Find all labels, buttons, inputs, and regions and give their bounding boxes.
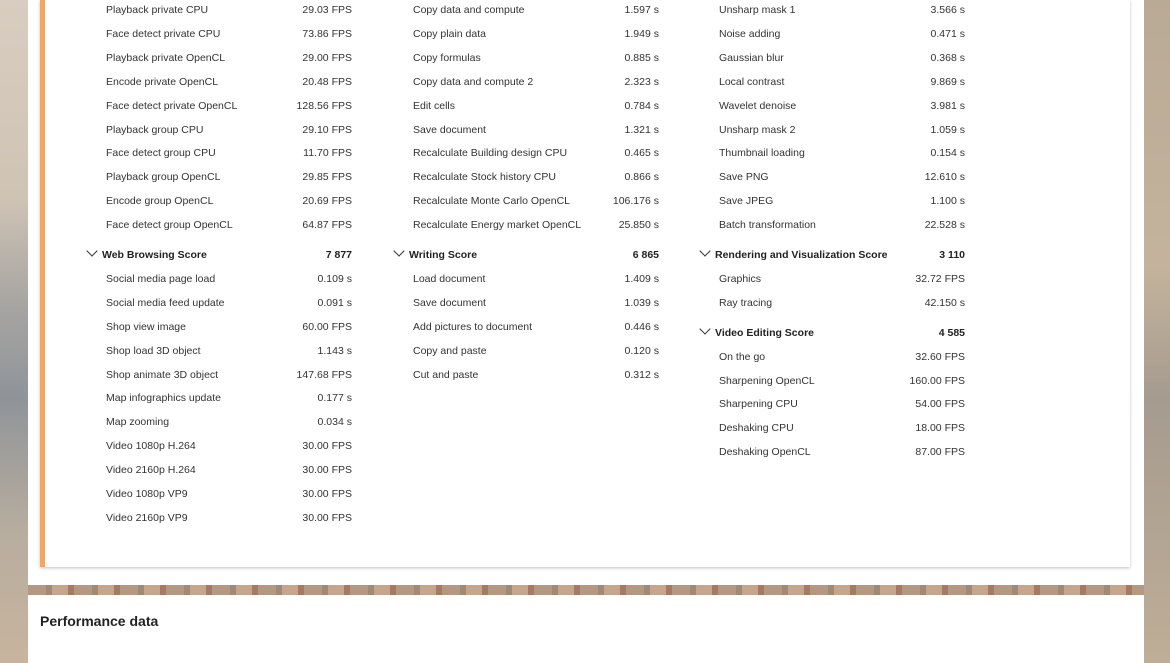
score-row: [409, 316, 659, 340]
metric-label: Playback private CPU: [106, 4, 209, 16]
metric-label: Copy and paste: [413, 344, 487, 357]
metric-label: Thumbnail loading: [719, 147, 805, 160]
metric-label: Face detect private CPU: [106, 27, 221, 40]
metric-label: Unsharp mask 1: [719, 4, 796, 16]
metric-label: Wavelet denoise: [719, 99, 797, 112]
metric-value: 9.869 s: [930, 75, 965, 88]
score-row: [715, 214, 965, 238]
metric-label: Ray tracing: [719, 296, 773, 309]
score-row: [715, 370, 965, 394]
metric-value: 1.949 s: [624, 27, 659, 40]
metric-label: Deshaking CPU: [719, 422, 794, 435]
section-score: 4 585: [938, 326, 965, 339]
score-row: [102, 364, 352, 388]
section-header[interactable]: [715, 244, 965, 268]
metric-label: Graphics: [719, 272, 762, 285]
score-row: [715, 346, 965, 370]
section-title: Writing Score: [409, 249, 478, 261]
score-row: [409, 340, 659, 364]
metric-value: 1.100 s: [930, 195, 965, 208]
score-row: [102, 214, 352, 238]
metric-label: Encode group OpenCL: [106, 195, 214, 208]
section-header[interactable]: [102, 244, 352, 268]
metric-label: Recalculate Stock history CPU: [413, 171, 556, 184]
section-header[interactable]: [715, 322, 965, 346]
score-row: [102, 507, 352, 531]
metric-label: Save JPEG: [719, 195, 774, 208]
score-row: [409, 142, 659, 166]
metric-value: 0.368 s: [930, 51, 965, 64]
metric-value: 12.610 s: [924, 171, 965, 184]
score-row: [715, 190, 965, 214]
score-row: [102, 166, 352, 190]
metric-label: Playback group OpenCL: [106, 171, 221, 184]
score-row: [102, 95, 352, 119]
metric-value: 22.528 s: [924, 219, 965, 232]
metric-value: 11.70 FPS: [303, 147, 352, 160]
score-row: [715, 441, 965, 465]
metric-label: Playback private OpenCL: [106, 51, 226, 64]
metric-label: Social media feed update: [106, 296, 225, 309]
score-row: [409, 0, 659, 23]
metric-label: Save document: [413, 123, 486, 136]
metric-value: 1.143 s: [317, 344, 352, 357]
metric-label: Shop load 3D object: [106, 344, 201, 357]
metric-value: 147.68 FPS: [296, 368, 352, 381]
metric-value: 64.87 FPS: [302, 219, 352, 232]
score-row: [409, 364, 659, 388]
score-row: [409, 95, 659, 119]
score-row: [715, 166, 965, 190]
score-row: [409, 71, 659, 95]
score-row: [102, 23, 352, 47]
chevron-down-icon[interactable]: [393, 245, 404, 256]
metric-value: 0.471 s: [930, 27, 965, 40]
metric-label: Noise adding: [719, 27, 781, 40]
metric-label: Local contrast: [719, 75, 785, 88]
score-row: [102, 483, 352, 507]
score-row: [102, 119, 352, 143]
metric-value: 0.866 s: [624, 171, 659, 184]
metric-label: Map infographics update: [106, 392, 221, 405]
metric-value: 30.00 FPS: [302, 488, 352, 500]
metric-value: 54.00 FPS: [915, 398, 965, 411]
section-title: Web Browsing Score: [102, 249, 207, 261]
metric-label: Video 2160p VP9: [106, 511, 188, 524]
background-right-strip: [1144, 0, 1170, 663]
score-row: [409, 268, 659, 292]
metric-value: 20.69 FPS: [302, 195, 352, 208]
metric-value: 0.885 s: [624, 51, 659, 64]
score-row: [715, 142, 965, 166]
metric-label: Copy data and compute: [413, 4, 525, 16]
metric-label: Map zooming: [106, 416, 170, 429]
performance-data-section: [28, 595, 1144, 663]
metric-value: 1.597 s: [624, 4, 659, 16]
metric-label: Batch transformation: [719, 219, 816, 232]
metric-value: 0.091 s: [317, 296, 352, 309]
score-row: [102, 47, 352, 71]
metric-value: 0.446 s: [624, 320, 659, 333]
metric-value: 30.00 FPS: [302, 464, 352, 477]
score-row: [409, 214, 659, 238]
metric-label: Video 2160p H.264: [106, 464, 196, 477]
section-score: 6 865: [632, 249, 659, 261]
metric-value: 128.56 FPS: [296, 99, 352, 112]
metric-label: Social media page load: [106, 272, 216, 285]
performance-data-title: Performance data: [40, 613, 159, 629]
metric-value: 0.120 s: [624, 344, 659, 357]
metric-value: 29.00 FPS: [302, 51, 352, 64]
metric-label: Sharpening CPU: [719, 398, 798, 411]
score-row: [715, 0, 965, 23]
metric-value: 0.784 s: [624, 99, 659, 112]
metric-value: 29.85 FPS: [302, 171, 352, 184]
results-card: [28, 0, 1144, 585]
chevron-down-icon[interactable]: [699, 245, 710, 256]
metric-value: 3.566 s: [930, 4, 965, 16]
metric-label: Cut and paste: [413, 368, 479, 381]
metric-label: Face detect group OpenCL: [106, 219, 233, 232]
metric-label: Load document: [413, 272, 486, 285]
section-title: Rendering and Visualization Score: [715, 249, 888, 261]
score-row: [102, 459, 352, 483]
score-row: [102, 435, 352, 459]
metric-label: Copy plain data: [413, 27, 486, 40]
score-row: [102, 411, 352, 435]
metric-value: 0.312 s: [624, 368, 659, 381]
score-row: [102, 268, 352, 292]
metric-label: Copy data and compute 2: [413, 75, 534, 88]
chevron-down-icon[interactable]: [86, 245, 97, 256]
metric-label: Playback group CPU: [106, 123, 204, 136]
metric-value: 42.150 s: [924, 296, 965, 309]
metric-value: 1.059 s: [930, 123, 965, 136]
metric-label: Video 1080p VP9: [106, 488, 188, 500]
metric-label: Recalculate Energy market OpenCL: [413, 219, 582, 232]
metric-value: 29.03 FPS: [302, 4, 352, 16]
metric-value: 3.981 s: [930, 99, 965, 112]
score-row: [715, 393, 965, 417]
score-row: [715, 71, 965, 95]
metric-value: 25.850 s: [618, 219, 659, 232]
score-row: [715, 417, 965, 441]
metric-label: Video 1080p H.264: [106, 440, 196, 453]
score-row: [409, 190, 659, 214]
metric-label: Sharpening OpenCL: [719, 374, 815, 387]
score-row: [715, 47, 965, 71]
score-row: [715, 119, 965, 143]
section-title: Video Editing Score: [715, 326, 814, 339]
score-row: [102, 142, 352, 166]
metric-label: Edit cells: [413, 99, 456, 112]
metric-label: Recalculate Building design CPU: [413, 147, 568, 160]
score-row: [102, 190, 352, 214]
score-row: [715, 95, 965, 119]
accent-bar: [40, 0, 45, 567]
metric-label: Encode private OpenCL: [106, 75, 219, 88]
results-panel: [40, 0, 1130, 567]
metric-label: Unsharp mask 2: [719, 123, 796, 136]
background-divider-strip: [28, 585, 1144, 595]
metric-label: Save PNG: [719, 171, 769, 184]
metric-value: 1.321 s: [624, 123, 659, 136]
metric-value: 0.177 s: [317, 392, 352, 405]
metric-label: Save document: [413, 296, 486, 309]
metric-label: On the go: [719, 350, 766, 363]
metric-value: 20.48 FPS: [302, 75, 352, 88]
metric-value: 0.034 s: [317, 416, 352, 429]
metric-value: 60.00 FPS: [302, 320, 352, 333]
metric-label: Copy formulas: [413, 51, 481, 64]
metric-value: 160.00 FPS: [909, 374, 965, 387]
metric-value: 2.323 s: [624, 75, 659, 88]
score-row: [409, 119, 659, 143]
score-row: [102, 71, 352, 95]
section-score: 7 877: [325, 249, 352, 261]
metric-value: 0.465 s: [624, 147, 659, 160]
metric-label: Shop view image: [106, 320, 186, 333]
score-row: [409, 292, 659, 316]
score-row: [409, 47, 659, 71]
score-row: [715, 292, 965, 316]
score-row: [102, 0, 352, 23]
score-row: [409, 166, 659, 190]
score-row: [409, 23, 659, 47]
background-left-strip: [0, 0, 28, 663]
metric-value: 106.176 s: [612, 195, 659, 208]
score-row: [102, 316, 352, 340]
metric-label: Face detect private OpenCL: [106, 99, 238, 112]
metric-label: Add pictures to document: [413, 320, 533, 333]
metric-value: 0.154 s: [930, 147, 965, 160]
metric-label: Gaussian blur: [719, 51, 784, 64]
score-row: [102, 340, 352, 364]
score-row: [102, 387, 352, 411]
metric-value: 1.039 s: [624, 296, 659, 309]
metric-label: Shop animate 3D object: [106, 368, 219, 381]
metric-value: 29.10 FPS: [302, 123, 352, 136]
score-row: [102, 292, 352, 316]
metric-value: 73.86 FPS: [302, 27, 352, 40]
metric-value: 30.00 FPS: [302, 511, 352, 524]
chevron-down-icon[interactable]: [699, 323, 710, 334]
score-row: [715, 268, 965, 292]
score-row: [715, 23, 965, 47]
section-header[interactable]: [409, 244, 659, 268]
metric-label: Recalculate Monte Carlo OpenCL: [413, 195, 570, 208]
metric-value: 87.00 FPS: [915, 446, 965, 459]
metric-value: 1.409 s: [624, 272, 659, 285]
metric-label: Face detect group CPU: [106, 147, 216, 160]
metric-value: 32.72 FPS: [915, 272, 965, 285]
metric-value: 18.00 FPS: [915, 422, 965, 435]
metric-label: Deshaking OpenCL: [719, 446, 811, 459]
metric-value: 0.109 s: [317, 272, 352, 285]
metric-value: 30.00 FPS: [302, 440, 352, 453]
section-score: 3 110: [939, 249, 965, 261]
metric-value: 32.60 FPS: [915, 350, 965, 363]
